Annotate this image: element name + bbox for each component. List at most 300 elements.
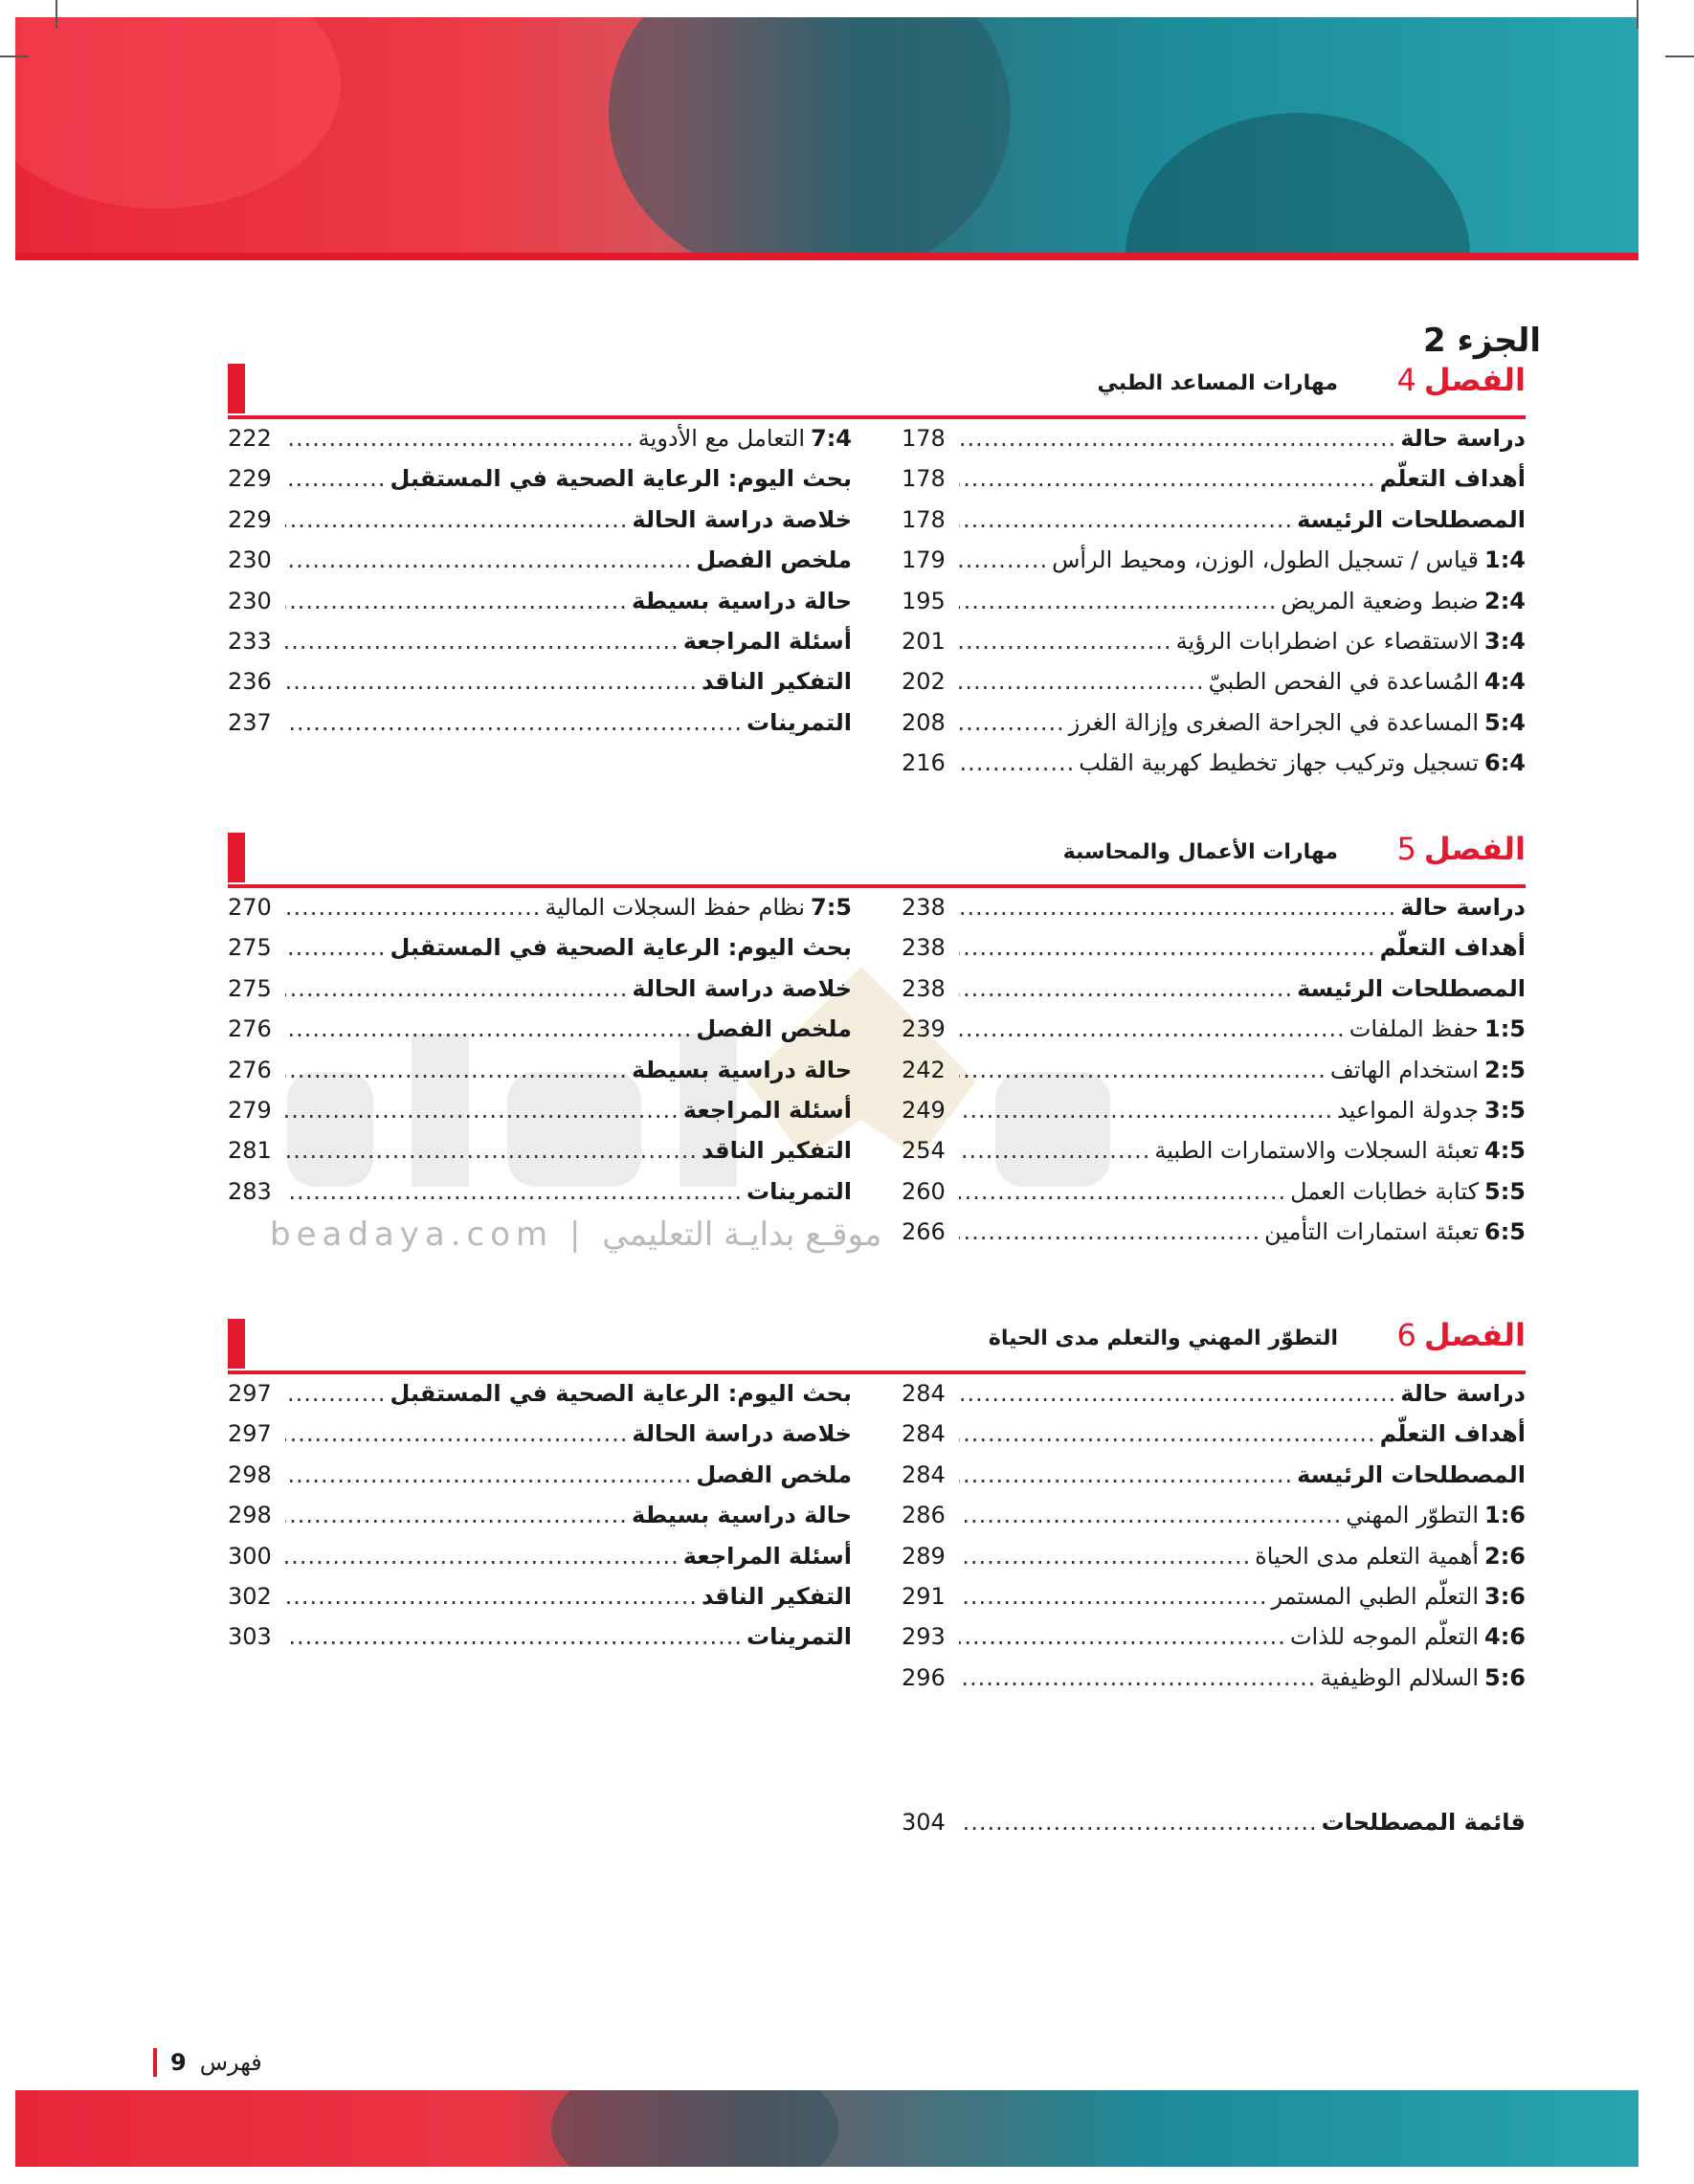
- leader-dots: [285, 1543, 680, 1570]
- toc-entry-title: [696, 1015, 852, 1042]
- leader-dots: [285, 1623, 743, 1650]
- chapter-accent-bar: [228, 364, 245, 413]
- toc-entry-page: 238: [902, 894, 946, 921]
- chapter-number-value: 4: [1396, 362, 1416, 398]
- toc-entry-page: 281: [228, 1137, 272, 1165]
- toc-entry-title: [1349, 1015, 1526, 1042]
- toc-column-right: [902, 1380, 1526, 1705]
- toc-entry[interactable]: [902, 1097, 1526, 1137]
- toc-entry-title: [390, 1380, 852, 1407]
- leader-dots: [959, 465, 1376, 492]
- toc-entry[interactable]: [902, 1178, 1526, 1218]
- toc-entry-title: [1297, 506, 1526, 533]
- toc-entry[interactable]: [228, 1097, 852, 1137]
- leader-dots: [285, 628, 680, 655]
- toc-entry-text: دراسة حالة: [1400, 1380, 1526, 1407]
- toc-entry-title: [696, 546, 852, 573]
- toc-entry[interactable]: [228, 1178, 852, 1218]
- crop-mark: [0, 56, 29, 57]
- toc-entry-code: 7:5: [811, 894, 852, 921]
- toc-entry[interactable]: [902, 425, 1526, 465]
- toc-entry[interactable]: [902, 709, 1526, 749]
- toc-entry-page: 201: [902, 627, 946, 655]
- leader-dots: [285, 1015, 692, 1042]
- toc-entry-page: 276: [228, 1056, 272, 1083]
- toc-entry-page: 237: [228, 708, 272, 736]
- toc-entry-code: 3:6: [1484, 1582, 1526, 1610]
- toc-entry[interactable]: [902, 588, 1526, 628]
- header-banner-image: [15, 17, 1638, 256]
- toc-entry-title: [632, 1057, 852, 1083]
- chapter-title: التطوّر المهني والتعلم مدى الحياة: [988, 1326, 1338, 1350]
- leader-dots: [959, 1380, 1396, 1407]
- toc-entry-text: المصطلحات الرئيسة: [1297, 1460, 1526, 1488]
- toc-entry-title: [1290, 1178, 1526, 1205]
- toc-entry[interactable]: [228, 465, 852, 505]
- toc-entry[interactable]: [902, 628, 1526, 668]
- terms-list-entry[interactable]: [902, 1809, 1526, 1849]
- leader-dots: [959, 1543, 1251, 1570]
- toc-entry-text: ضبط وضعية المريض: [1281, 587, 1479, 614]
- footer-accent-bar: [153, 2048, 157, 2077]
- leader-dots: [959, 894, 1396, 921]
- chapter-number: [1397, 1317, 1526, 1353]
- toc-entry-title: [1264, 1218, 1526, 1245]
- toc-entry-title: [1255, 1543, 1526, 1570]
- toc-entry[interactable]: [228, 894, 852, 934]
- toc-entry[interactable]: [902, 1420, 1526, 1460]
- toc-entry-title: [702, 668, 852, 695]
- leader-dots: [959, 1057, 1326, 1083]
- leader-dots: [959, 1623, 1286, 1650]
- toc-entry-title: [1337, 1097, 1526, 1124]
- toc-entry[interactable]: [228, 1543, 852, 1583]
- toc-entry-text: ملخص الفصل: [696, 546, 852, 574]
- leader-dots: [285, 1380, 387, 1407]
- toc-entry-page: 260: [902, 1177, 946, 1205]
- toc-column-left: [228, 425, 852, 749]
- toc-entry-page: 300: [228, 1542, 272, 1570]
- toc-entry[interactable]: [902, 1623, 1526, 1663]
- toc-entry[interactable]: [228, 1015, 852, 1056]
- leader-dots: [959, 668, 1205, 695]
- toc-entry-code: 3:4: [1484, 627, 1526, 655]
- toc-entry[interactable]: [902, 1057, 1526, 1097]
- toc-entry-page: 229: [228, 465, 272, 493]
- chapter-label: الفصل: [1423, 831, 1526, 867]
- toc-entry[interactable]: [902, 1137, 1526, 1177]
- toc-entry-text: التعلّم الموجه للذات: [1289, 1623, 1479, 1651]
- toc-entry-text: أسئلة المراجعة: [682, 1542, 852, 1570]
- page-number: 9: [170, 2049, 187, 2076]
- toc-entry[interactable]: [902, 1583, 1526, 1623]
- chapter-label: الفصل: [1423, 1317, 1526, 1353]
- toc-entry-page: 298: [228, 1502, 272, 1529]
- toc-entry-page: 179: [902, 546, 946, 574]
- toc-entry[interactable]: [902, 894, 1526, 934]
- toc-entry-text: التفكير الناقد: [702, 668, 852, 696]
- leader-dots: [959, 1178, 1286, 1205]
- toc-entry-code: 5:5: [1484, 1177, 1526, 1205]
- toc-entry-code: 2:5: [1484, 1056, 1526, 1083]
- chapter-6: [228, 1313, 1526, 1691]
- leader-dots: [285, 465, 387, 492]
- toc-entry-code: 1:6: [1484, 1502, 1526, 1529]
- leader-dots: [285, 588, 628, 614]
- toc-entry-text: المُساعدة في الفحص الطبيّ: [1208, 668, 1479, 696]
- chapter-number: [1397, 362, 1526, 398]
- toc-entry-text: حفظ الملفات: [1349, 1015, 1479, 1043]
- part-title: الجزء 2: [1423, 322, 1541, 360]
- toc-entry-page: 202: [902, 668, 946, 696]
- toc-entry-page: 303: [228, 1623, 272, 1651]
- toc-entry-text: تسجيل وتركيب جهاز تخطيط كهربية القلب: [1079, 749, 1479, 777]
- chapter-4: [228, 358, 1526, 777]
- chapter-number: [1397, 831, 1526, 867]
- toc-entry-title: [632, 975, 852, 1002]
- watermark-text: beadaya.com | موقـع بدايـة التعليمي: [270, 1215, 882, 1254]
- toc-entry-title: [632, 588, 852, 614]
- toc-entry[interactable]: [902, 668, 1526, 708]
- leader-dots: [959, 1137, 1150, 1164]
- toc-entry-text: التعلّم الطبي المستمر: [1271, 1582, 1479, 1610]
- toc-entry[interactable]: [228, 546, 852, 587]
- toc-entry-page: 249: [902, 1096, 946, 1124]
- toc-entry[interactable]: [902, 1380, 1526, 1420]
- toc-column-left: [228, 1380, 852, 1664]
- leader-dots: [285, 1178, 743, 1205]
- toc-entry[interactable]: [228, 709, 852, 749]
- toc-column-right: [902, 894, 1526, 1259]
- toc-entry[interactable]: [902, 1461, 1526, 1502]
- toc-entry-text: حالة دراسية بسيطة: [631, 1056, 852, 1083]
- toc-entry-title: [632, 506, 852, 533]
- toc-entry[interactable]: [228, 975, 852, 1015]
- toc-entry-code: 2:4: [1484, 587, 1526, 614]
- toc-entry[interactable]: [228, 1502, 852, 1542]
- toc-entry-text: التعامل مع الأدوية: [637, 425, 805, 452]
- chapter-title: مهارات المساعد الطبي: [1097, 371, 1338, 395]
- leader-dots: [959, 934, 1376, 961]
- toc-entry-page: 230: [228, 546, 272, 574]
- leader-dots: [959, 1097, 1333, 1124]
- toc-entry-code: 4:4: [1484, 668, 1526, 696]
- leader-dots: [959, 1664, 1316, 1691]
- toc-entry-text: الاستقصاء عن اضطرابات الرؤية: [1175, 627, 1479, 655]
- toc-entry-title: [632, 1420, 852, 1447]
- toc-entry[interactable]: [902, 975, 1526, 1015]
- toc-entry-code: 5:6: [1484, 1663, 1526, 1691]
- toc-entry-page: 276: [228, 1015, 272, 1043]
- toc-entry-page: 238: [902, 934, 946, 962]
- leader-dots: [285, 1583, 698, 1610]
- leader-dots: [959, 628, 1172, 655]
- toc-entry-page: 279: [228, 1096, 272, 1124]
- toc-entry[interactable]: [902, 749, 1526, 790]
- toc-entry-page: 178: [902, 425, 946, 452]
- leader-dots: [959, 709, 1065, 736]
- toc-entry-text: نظام حفظ السجلات المالية: [545, 894, 805, 921]
- toc-column-right: [902, 425, 1526, 791]
- toc-entry-title: [1079, 749, 1526, 776]
- leader-dots: [285, 546, 692, 573]
- toc-entry-text: أهداف التعلّم: [1379, 465, 1526, 493]
- toc-entry-text: أهمية التعلم مدى الحياة: [1255, 1542, 1479, 1570]
- footer-label: فهرس: [199, 2049, 262, 2076]
- toc-entry-title: [1330, 1057, 1526, 1083]
- toc-entry-title: [545, 894, 852, 921]
- toc-entry-title: [1400, 425, 1526, 452]
- toc-entry-code: 4:5: [1484, 1137, 1526, 1165]
- toc-entry-text: دراسة حالة: [1400, 894, 1526, 921]
- toc-entry-title: [1176, 628, 1526, 655]
- toc-entry-page: 208: [902, 708, 946, 736]
- toc-entry-text: التمرينات: [747, 1623, 852, 1651]
- toc-entry-page: 178: [902, 465, 946, 493]
- toc-entry-page: 233: [228, 627, 272, 655]
- toc-entry[interactable]: [902, 1218, 1526, 1259]
- toc-entry-code: 6:4: [1484, 749, 1526, 777]
- toc-entry-page: 270: [228, 894, 272, 921]
- toc-entry-title: [1154, 1137, 1526, 1164]
- toc-entry-page: 222: [228, 425, 272, 452]
- toc-entry-page: 275: [228, 974, 272, 1002]
- toc-entry-page: 298: [228, 1460, 272, 1488]
- toc-entry[interactable]: [228, 1623, 852, 1663]
- toc-entry-text: المصطلحات الرئيسة: [1297, 974, 1526, 1002]
- toc-entry[interactable]: [902, 934, 1526, 974]
- toc-entry-page: 283: [228, 1177, 272, 1205]
- leader-dots: [959, 506, 1293, 533]
- toc-entry[interactable]: [228, 1461, 852, 1502]
- toc-entry-text: أسئلة المراجعة: [682, 627, 852, 655]
- toc-entry[interactable]: [228, 1583, 852, 1623]
- leader-dots: [959, 1218, 1260, 1245]
- toc-entry[interactable]: [902, 1015, 1526, 1056]
- toc-entry-text: تعبئة استمارات التأمين: [1264, 1218, 1479, 1246]
- toc-entry-title: [1380, 934, 1526, 961]
- leader-dots: [959, 1461, 1293, 1488]
- toc-entry-page: 297: [228, 1420, 272, 1448]
- toc-entry-page: 195: [902, 587, 946, 614]
- toc-entry-text: تعبئة السجلات والاستمارات الطبية: [1154, 1137, 1479, 1165]
- toc-entry-text: حالة دراسية بسيطة: [631, 1502, 852, 1529]
- toc-entry-text: أهداف التعلّم: [1379, 1420, 1526, 1448]
- toc-entry-page: 266: [902, 1218, 946, 1246]
- toc-entry[interactable]: [902, 1502, 1526, 1542]
- toc-entry[interactable]: [228, 934, 852, 974]
- toc-entry-page: 216: [902, 749, 946, 777]
- leader-dots: [959, 1015, 1346, 1042]
- toc-entry-page: 230: [228, 587, 272, 614]
- toc-entry[interactable]: [228, 628, 852, 668]
- toc-entry-text: التمرينات: [747, 708, 852, 736]
- toc-entry-text: ملخص الفصل: [696, 1460, 852, 1488]
- toc-entry-page: 286: [902, 1502, 946, 1529]
- toc-entry[interactable]: [228, 668, 852, 708]
- toc-entry-text: خلاصة دراسة الحالة: [632, 1420, 852, 1448]
- chapter-number-value: 5: [1396, 831, 1416, 867]
- chapter-header: [228, 1313, 1526, 1374]
- toc-entry-title: [1271, 1583, 1526, 1610]
- toc-entry-page: 284: [902, 1420, 946, 1448]
- toc-entry-code: 6:5: [1484, 1218, 1526, 1246]
- toc-entry[interactable]: [228, 506, 852, 546]
- toc-entry-page: 236: [228, 668, 272, 696]
- toc-entry-title: [683, 1097, 852, 1124]
- leader-dots: [285, 1420, 628, 1447]
- toc-entry[interactable]: [902, 506, 1526, 546]
- toc-entry-text: المساعدة في الجراحة الصغرى وإزالة الغرز: [1068, 708, 1479, 736]
- toc-entry-page: 302: [228, 1582, 272, 1610]
- toc-entry-code: 5:4: [1484, 708, 1526, 736]
- leader-dots: [285, 975, 628, 1002]
- toc-entry-title: [1282, 588, 1527, 614]
- toc-entry-title: [1052, 546, 1526, 573]
- toc-entry-text: التفكير الناقد: [702, 1582, 852, 1610]
- chapter-header: [228, 827, 1526, 888]
- chapter-title: مهارات الأعمال والمحاسبة: [1062, 840, 1338, 864]
- toc-entry-text: التمرينات: [747, 1177, 852, 1205]
- leader-dots: [285, 1137, 698, 1164]
- toc-entry-title: [747, 709, 852, 736]
- toc-entry-title: [1380, 465, 1526, 492]
- toc-entry-title: [1290, 1623, 1526, 1650]
- toc-entry-text: خلاصة دراسة الحالة: [632, 505, 852, 533]
- toc-entry-page: 275: [228, 934, 272, 962]
- leader-dots: [959, 546, 1048, 573]
- chapter-header: [228, 358, 1526, 419]
- toc-entry-text: ملخص الفصل: [696, 1015, 852, 1043]
- toc-entry-page: 297: [228, 1380, 272, 1407]
- toc-entry[interactable]: [902, 546, 1526, 587]
- toc-entry-title: [1297, 975, 1526, 1002]
- toc-entry-text: أسئلة المراجعة: [682, 1096, 852, 1124]
- leader-dots: [959, 1809, 1318, 1836]
- header-red-rule: [15, 253, 1638, 260]
- toc-entry-title: [1400, 894, 1526, 921]
- toc-entry-title: [1209, 668, 1526, 695]
- leader-dots: [959, 749, 1075, 776]
- toc-entry-text: التطوّر المهني: [1346, 1502, 1479, 1529]
- toc-entry-page: 289: [902, 1542, 946, 1570]
- toc-entry-page: 254: [902, 1137, 946, 1165]
- toc-entry-title: [1400, 1380, 1526, 1407]
- toc-entry-text: كتابة خطابات العمل: [1290, 1177, 1479, 1205]
- chapter-label: الفصل: [1423, 362, 1526, 398]
- toc-entry-page: 229: [228, 505, 272, 533]
- leader-dots: [959, 425, 1396, 452]
- toc-entry-title: [702, 1583, 852, 1610]
- toc-entry-page: 178: [902, 505, 946, 533]
- toc-entry-title: [390, 465, 852, 492]
- toc-entry[interactable]: [902, 465, 1526, 505]
- toc-entry-text: جدولة المواعيد: [1337, 1096, 1479, 1124]
- toc-entry-title: [1069, 709, 1526, 736]
- toc-entry-text: أهداف التعلّم: [1379, 934, 1526, 962]
- leader-dots: [285, 1057, 628, 1083]
- toc-entry-title: [747, 1623, 852, 1650]
- toc-entry-code: 2:6: [1484, 1542, 1526, 1570]
- toc-entry-text: التفكير الناقد: [702, 1137, 852, 1165]
- toc-entry-title: [747, 1178, 852, 1205]
- toc-entry-code: 3:5: [1484, 1096, 1526, 1124]
- toc-entry-text: السلالم الوظيفية: [1320, 1663, 1479, 1691]
- toc-entry-text: حالة دراسية بسيطة: [631, 587, 852, 614]
- toc-entry-code: 1:5: [1484, 1015, 1526, 1043]
- toc-entry-text: خلاصة دراسة الحالة: [632, 974, 852, 1002]
- toc-entry-page: 242: [902, 1056, 946, 1083]
- toc-entry-title: [390, 934, 852, 961]
- toc-entry-page: 284: [902, 1380, 946, 1407]
- leader-dots: [285, 894, 541, 921]
- toc-entry-page: 284: [902, 1460, 946, 1488]
- toc-entry-title: قائمة المصطلحات: [1321, 1809, 1526, 1836]
- toc-entry-page: 293: [902, 1623, 946, 1651]
- toc-entry-title: [1346, 1502, 1526, 1528]
- toc-entry-page: 239: [902, 1015, 946, 1043]
- toc-entry[interactable]: [902, 1543, 1526, 1583]
- toc-entry[interactable]: [902, 1664, 1526, 1705]
- leader-dots: [285, 709, 743, 736]
- toc-entry-text: استخدام الهاتف: [1329, 1056, 1479, 1083]
- toc-entry[interactable]: [228, 425, 852, 465]
- toc-entry-title: [702, 1137, 852, 1164]
- toc-entry-text: المصطلحات الرئيسة: [1297, 505, 1526, 533]
- toc-entry[interactable]: [228, 1057, 852, 1097]
- toc-entry[interactable]: [228, 1380, 852, 1420]
- leader-dots: [285, 668, 698, 695]
- toc-entry-page: 296: [902, 1663, 946, 1691]
- toc-entry[interactable]: [228, 588, 852, 628]
- toc-entry-title: [1380, 1420, 1526, 1447]
- toc-column-left: [228, 894, 852, 1218]
- leader-dots: [285, 506, 628, 533]
- chapter-accent-bar: [228, 833, 245, 882]
- leader-dots: [959, 975, 1293, 1002]
- leader-dots: [285, 1502, 628, 1528]
- chapter-number-value: 6: [1396, 1317, 1416, 1353]
- leader-dots: [959, 1583, 1267, 1610]
- toc-entry-code: 4:6: [1484, 1623, 1526, 1651]
- toc-entry-text: دراسة حالة: [1400, 425, 1526, 452]
- toc-entry-text: قياس / تسجيل الطول، الوزن، ومحيط الرأس: [1052, 546, 1479, 574]
- page-footer: [153, 2048, 262, 2077]
- toc-entry-code: 1:4: [1484, 546, 1526, 574]
- leader-dots: [285, 1097, 680, 1124]
- toc-entry-code: 7:4: [811, 425, 852, 452]
- leader-dots: [285, 1461, 692, 1488]
- leader-dots: [285, 425, 635, 452]
- toc-entry-page: 304: [902, 1809, 946, 1836]
- toc-entry-title: [683, 628, 852, 655]
- toc-entry-text: بحث اليوم: الرعاية الصحية في المستقبل: [390, 1380, 852, 1407]
- toc-entry-title: [1320, 1664, 1526, 1691]
- chapter-accent-bar: [228, 1319, 245, 1369]
- leader-dots: [959, 1420, 1376, 1447]
- toc-entry-title: [683, 1543, 852, 1570]
- toc-entry[interactable]: [228, 1137, 852, 1177]
- crop-mark: [56, 0, 57, 29]
- toc-entry-text: بحث اليوم: الرعاية الصحية في المستقبل: [390, 934, 852, 962]
- leader-dots: [959, 588, 1278, 614]
- toc-entry-page: 238: [902, 974, 946, 1002]
- leader-dots: [285, 934, 387, 961]
- crop-mark: [1637, 0, 1638, 29]
- toc-entry[interactable]: [228, 1420, 852, 1460]
- toc-entry-title: [696, 1461, 852, 1488]
- toc-entry-page: 291: [902, 1582, 946, 1610]
